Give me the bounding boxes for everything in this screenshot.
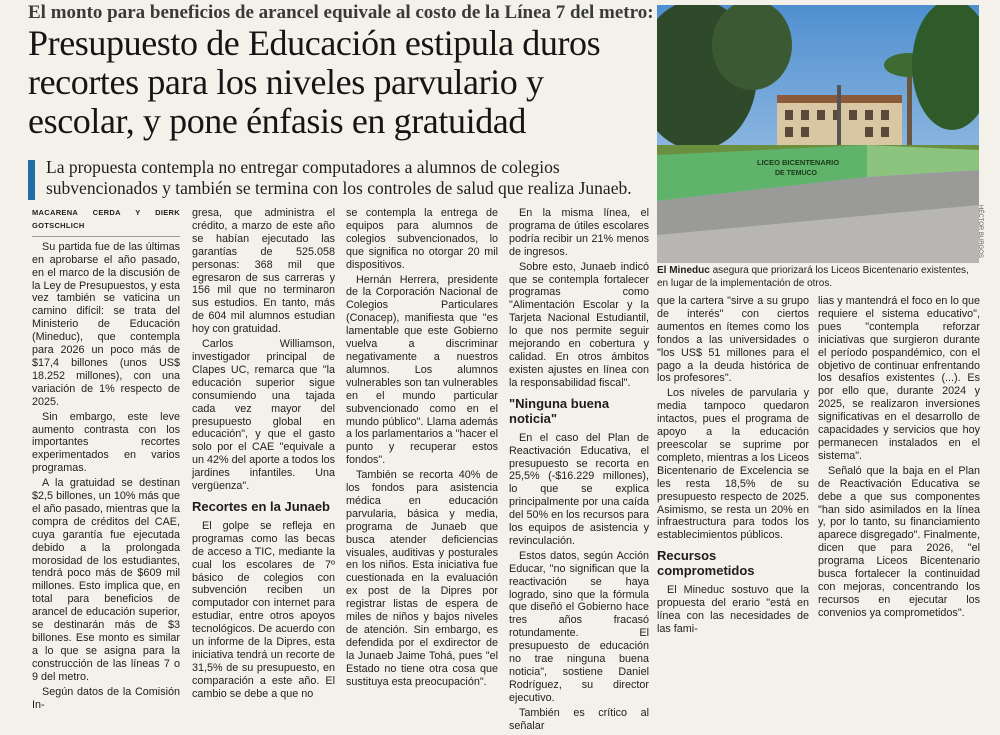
caption-text: asegura que priorizará los Liceos Bicentenario existentes, en lugar de la implementación de otros. (657, 265, 969, 289)
paragraph: se contempla la entrega de equipos para alumnos de colegios subvencionados, lo que significa no otorgar 20 mil dispositivos. (346, 207, 498, 271)
paragraph: El golpe se refleja en programas como las becas de acceso a TIC, mediante la cual los escolares de 7º básico de colegios con subvención reciben un computador con internet para estudiar, entre otros apoyos tecnológicos. De acuerdo con un informe de la Dipres, esta iniciativa tendrá un recorte de 31,5% de su presupuesto, en comparación a este año. El cambio se debe a que no (192, 519, 335, 700)
column-5 (657, 295, 809, 638)
school-photo (657, 5, 979, 263)
deck-summary: La propuesta contempla no entregar computadores a alumnos de colegios subvencionados y también se termina con los controles de salud que realiza Junaeb. (46, 157, 632, 198)
school-photo-illustration (657, 5, 979, 263)
sign-line-2: DE TEMUCO (775, 170, 817, 177)
paragraph: El Mineduc sostuvo que la propuesta del erario "está en línea con las necesidades de las fami- (657, 584, 809, 635)
paragraph: Carlos Williamson, investigador principal de Clapes UC, remarca que "la educación superior sigue consumiendo una tajada cada vez mayor del presupuesto global en educación", y que el gasto solo por el CAE "equivale a un 42% del aporte a todos los jardines infantiles. Una vergüenza". (192, 338, 335, 493)
column-2 (192, 207, 335, 703)
photo-caption (657, 265, 979, 290)
paragraph: A la gratuidad se destinan $2,5 billones, un 10% más que el año pasado, mientras que la compra de créditos del CAE, cuya garantía fue ejecutada debido a la prolongada morosidad de los estudiantes, tendrá poco más de $609 mil millones. Esto implica que, en total para beneficios de arancel de educación superior, se destinarán más de $3 billones. Ese monto es similar a lo que se asigna para la construcción de las líneas 7 o 9 del metro. (32, 477, 180, 683)
headline: Presupuesto de Educación estipula duros recortes para los niveles parvulario y escolar, y pone énfasis en gratuidad (28, 23, 601, 141)
paragraph: Según datos de la Comisión In- (32, 685, 180, 711)
paragraph: lias y mantendrá el foco en lo que requiere el sistema educativo", pues "contempla reforzar iniciativas que surgieron durante el período pospandémico, con el objetivo de continuar enfrentando los desafíos existentes (...). Es por ello que, durante 2024 y 2025, se realizaron inversiones significativas en el desarrollo de capacidades y servicios que hoy permanecen instalados en el sistema". (818, 295, 980, 462)
subheading-ninguna: "Ninguna buena noticia" (509, 395, 610, 426)
column-6 (818, 295, 980, 622)
photo-credit: HÉCTOR BURGOS (977, 205, 983, 258)
paragraph: Hernán Herrera, presidente de la Corporación Nacional de Colegios Particulares (Conacep), manifiesta que "es lamentable que este Gobierno vuelva a discriminar negativamente a nuestros alumnos. Los alumnos vulnerables son tan vulnerables en el mundo particular subvencionado como en el mundo público". Llama además a los parlamentarios a "hacer el punto y recuperar estos fondos". (346, 273, 498, 467)
paragraph: Estos datos, según Acción Educar, "no significan que la reactivación se haya logrado, sino que la fórmula que diseñó el Gobierno hace tres años fracasó rotundamente. El presupuesto de educación no trae ninguna buena noticia", sostiene Daniel Rodríguez, su director ejecutivo. (509, 549, 649, 704)
paragraph: Los niveles de parvularia y media tampoco quedaron intactos, pues el programa de apoyo a la educación preescolar se suprime por completo, mientras a los Liceos Bicentenario de Excelencia se les resta 18,5% de su presupuesto respecto de 2025. Asimismo, se resta un 20% en infraestructura para todos los establecimientos públicos. (657, 387, 809, 542)
subheading-recursos: Recursos comprometidos (657, 548, 755, 579)
sign-line-1: LICEO BICENTENARIO (757, 158, 840, 167)
paragraph: gresa, que administra el crédito, a marzo de este año se habían ejecutado las garantías de 525.058 personas: 368 mil que egresaron de sus carreras y 156 mil que no terminaron sus estudios. En tanto, más de 604 mil alumnos estudian hoy con gratuidad. (192, 207, 335, 336)
column-4 (509, 207, 649, 735)
paragraph: Sobre esto, Junaeb indicó que se contempla fortalecer programas como "Alimentación Escolar y la Tarjeta Nacional Estudiantil, lo que nos permite seguir mejorando en cobertura y calidad. En otros ámbitos existen ajustes en línea con la responsabilidad fiscal". (509, 260, 649, 389)
subheading-recortes: Recortes en la Junaeb (192, 498, 330, 514)
paragraph: Sin embargo, este leve aumento contrasta con los importantes recortes experimentados en varios programas. (32, 410, 180, 475)
paragraph: También es crítico al señalar (509, 706, 649, 732)
column-3 (346, 207, 498, 691)
paragraph: Su partida fue de las últimas en aprobarse el año pasado, en el marco de la discusión de la Ley de Presupuestos, y esta vez también se vaticina un camino difícil: se trata del Ministerio de Educación (Mineduc), que contempla para 2026 un poco más de $17,4 billones (unos US$ 18.252 millones), con una variación de 1% respecto de 2025. (32, 240, 180, 408)
paragraph: Señaló que la baja en el Plan de Reactivación Educativa se debe a que sus componentes "han sido asimilados en la línea y, por lo tanto, su financiamiento aparece disgregado". Finalmente, dicen que para 2026, "el programa Liceos Bicentenario busca fortalecer la continuidad con mejoras, concentrando los recursos en ejecutar los convenios ya comprometidos". (818, 464, 980, 619)
caption-lead: El Mineduc (657, 265, 710, 276)
column-1 (32, 207, 180, 713)
deck-accent-bar (28, 160, 35, 200)
kicker: El monto para beneficios de arancel equivale al costo de la Línea 7 del metro: (28, 2, 654, 23)
paragraph: En el caso del Plan de Reactivación Educativa, el presupuesto se recorta en 25,5% (-$16.229 millones), lo que se explica principalmente por una caída del 50% en los recursos para los equipos de asistencia y revinculación. (509, 431, 649, 547)
byline: MACARENA CERDA Y DIERK GOTSCHLICH (32, 207, 180, 237)
paragraph: También se recorta 40% de los fondos para asistencia médica en educación parvularia, básica y media, programa de Junaeb que busca atender deficiencias visuales, auditivas y posturales en los niños. Esta iniciativa fue cuestionada en la evaluación ex post de la Dipres por registrar listas de espera de miles de niños y bajos niveles de atención. Sin embargo, es defendida por el exdirector de la Junaeb Jaime Tohá, pues "el Estado no tiene otra cosa que sustituya esta preocupación". (346, 469, 498, 688)
paragraph: En la misma línea, el programa de útiles escolares podría recibir un 21% menos de ingresos. (509, 207, 649, 258)
paragraph: que la cartera "sirve a su grupo de interés" con ciertos aumentos en ítemes como los fondos a las universidades o "los US$ 51 millones para el pago a la deuda histórica de los profesores". (657, 295, 809, 385)
